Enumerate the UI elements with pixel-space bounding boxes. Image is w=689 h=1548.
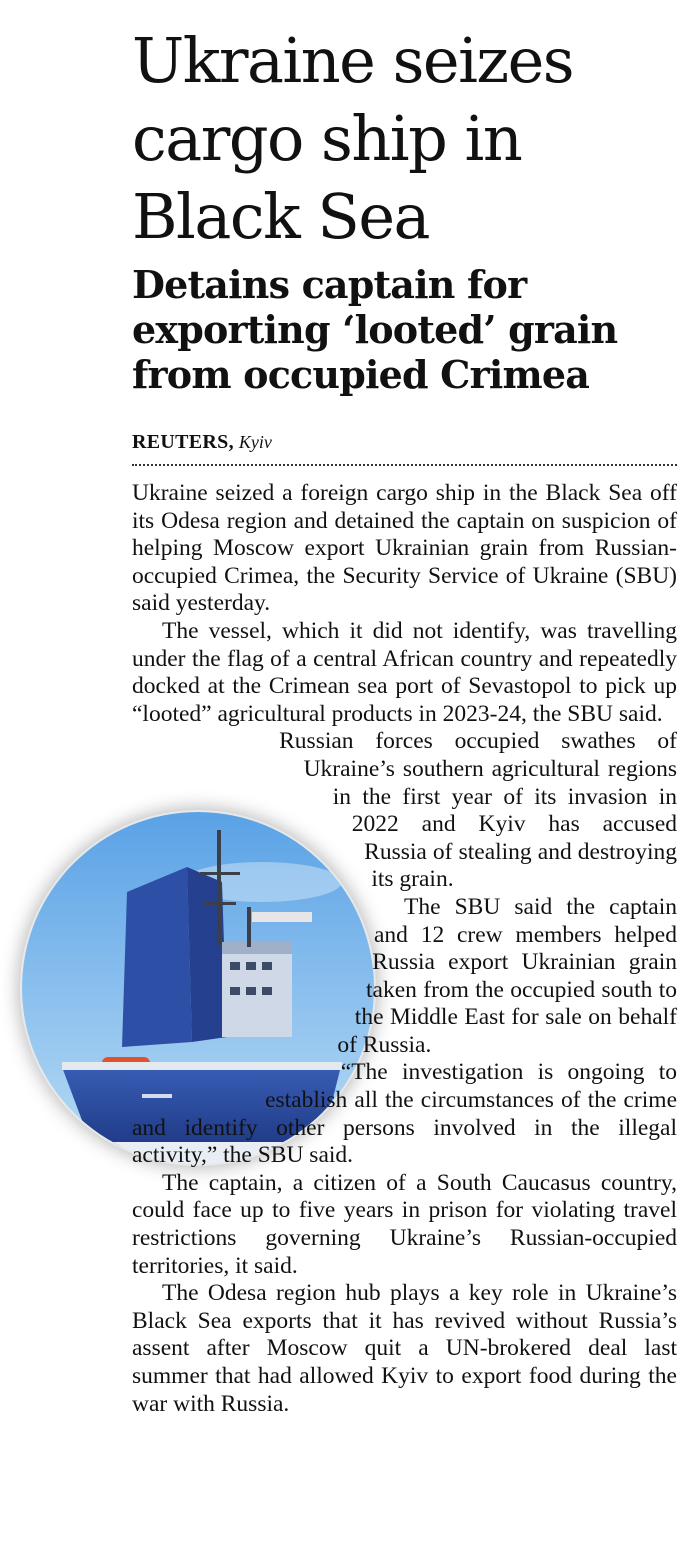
photo-wrap-area	[132, 728, 677, 1170]
paragraph: The SBU said the captain and 12 crew members helped Russia export Ukrainian grain taken from the occupied south to the Middle East for sale on behalf of Russia.	[337, 893, 677, 1058]
byline-place: Kyiv	[238, 432, 272, 452]
byline	[132, 428, 677, 456]
paragraph: Russian forces occupied swathes of Ukraine’s southern agricultural regions in the first year of its invasion in 2022 and Kyiv has accused Russia of stealing and destroying its grain.	[279, 728, 677, 893]
paragraph: The Odesa region hub plays a key role in Ukraine’s Black Sea exports that it has revived without Russia’s assent after Moscow quit a UN-brokered deal last summer that had allowed Kyiv to export food during the war with Russia.	[132, 1280, 677, 1417]
paragraph: The vessel, which it did not identify, was travelling under the flag of a central African country and repeatedly docked at the Crimean sea port of Sevastopol to pick up “looted” agricultural products in 2023-24, the SBU said.	[132, 617, 677, 727]
paragraph: Ukraine seized a foreign cargo ship in the Black Sea off its Odesa region and detained the captain on suspicion of helping Moscow export Ukrainian grain from Russian-occupied Crimea, the Security Service of Ukraine (SBU) said yesterday.	[132, 480, 677, 617]
headline: Ukraine seizes cargo ship in Black Sea	[132, 24, 574, 253]
dotted-divider	[132, 464, 677, 466]
paragraph: “The investigation is ongoing to establish all the circumstances of the crime and identify other persons involved in the illegal activity,” the SBU said.	[132, 1059, 677, 1169]
paragraph: The captain, a citizen of a South Caucasus country, could face up to five years in prison for violating travel restrictions governing Ukraine’s Russian-occupied territories, it said.	[132, 1169, 677, 1279]
subheadline: Detains captain for exporting ‘looted’ grain from occupied Crimea	[132, 262, 618, 397]
article-body	[132, 480, 677, 1418]
byline-agency: REUTERS,	[132, 431, 234, 453]
